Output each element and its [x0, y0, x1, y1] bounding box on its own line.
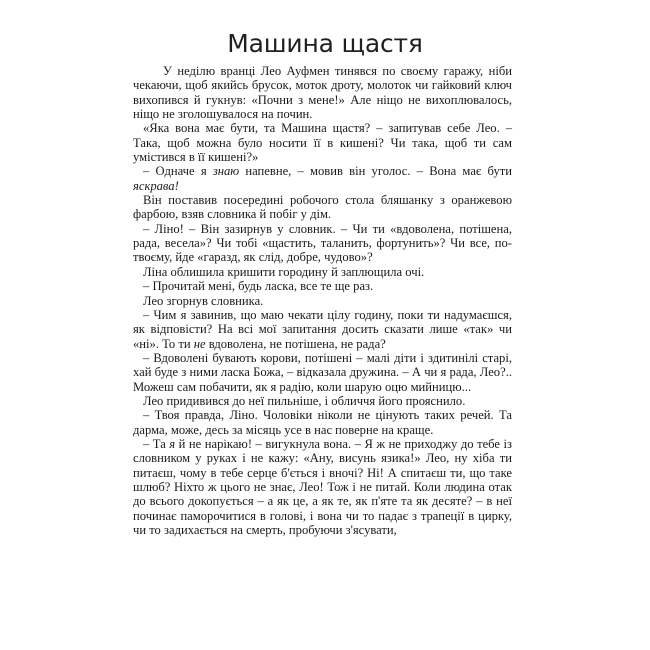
text-run: – Одначе я — [143, 164, 213, 179]
text-run: вдоволена, не потішена, не рада? — [205, 336, 386, 351]
text-run: – Вдоволені бувають корови, потішені – малі діти і здитинілі старі, хай буде з ними ласка Божа, – відказала дружина. – А чи я рада, Лео?.. Можеш сам побачити, як я радію, коли шарую оцю мийницю... — [133, 350, 512, 394]
text-run: Лео придивився до неї пильніше, і обличчя його прояснило. — [143, 393, 466, 408]
text-run: напевне, – мовив він уголос. – Вона має бути — [239, 164, 512, 179]
emphasis-text: я — [169, 436, 176, 451]
page-title: Машина щастя — [227, 28, 423, 58]
paragraph — [133, 308, 512, 351]
paragraph — [133, 394, 512, 408]
paragraph — [133, 64, 512, 121]
text-run: – Ліно! – Він зазирнув у словник. – Чи ти «вдоволена, потішена, рада, весела»? Чи тобі «щастить, таланить, фортунить»? Чи все, по-твоєму, йде «гаразд, як слід, добре, чудово»? — [133, 221, 512, 265]
text-run: й не нарікаю! – вигукнула вона. – Я ж не приходжу до тебе із словником у руках і не кажу: «Ану, висунь язика!» Лео, ну хіба ти питаєш, чому в тебе серце б'ється і вночі? Ні! А спитаєш ти, що таке шлюб? Ніхто ж цього не знає, Лео! Тож і не питай. Коли людина отак до всього докопується – а як це, а як те, як п'яте та як десяте? – в неї починає паморочитися в голові, і вона чи то падає з трапеції в цирку, чи то задихається на смерть, пробуючи з'ясувати, — [133, 436, 512, 537]
paragraph — [133, 351, 512, 394]
text-run: – Та — [143, 436, 170, 451]
paragraph — [133, 279, 512, 293]
paragraph — [133, 121, 512, 164]
text-run: У неділю вранці Лео Ауфмен тинявся по своєму гаражу, ніби чекаючи, щоб якийсь брусок, моток дроту, молоток чи гайковий ключ вихопився й гукнув: «Почни з мене!» Але ніщо не вихоплювалось, ніщо не зголошувалося на почин. — [133, 64, 512, 122]
emphasis-text: не — [193, 336, 206, 351]
text-run: – Прочитай мені, будь ласка, все те ще раз. — [143, 279, 374, 294]
paragraph — [133, 164, 512, 193]
text-run: – Твоя правда, Ліно. Чоловіки ніколи не цінують таких речей. Та дарма, може, десь за місяць усе в нас поверне на краще. — [133, 408, 512, 437]
text-run: Лео згорнув словника. — [143, 293, 264, 308]
text-run: Він поставив посередині робочого стола бляшанку з оранжевою фарбою, взяв словника й побіг у дім. — [133, 193, 512, 222]
paragraph — [133, 437, 512, 537]
text-run: Ліна облишила кришити городину й заплющила очі. — [143, 264, 425, 279]
text-run: «Яка вона має бути, та Машина щастя? – запитував себе Лео. – Така, щоб можна було носити її в кишені? Чи така, щоб ти сам умістився в її кишені?» — [133, 121, 512, 165]
paragraph — [133, 294, 512, 308]
text-run: – Чим я завинив, що маю чекати цілу годину, поки ти надумаєшся, як відповісти? На всі мої запитання досить сказати лише «так» чи «ні». То ти — [133, 307, 512, 351]
paragraph — [133, 193, 512, 222]
emphasis-text: яскрава! — [133, 178, 179, 193]
paragraph — [133, 265, 512, 279]
paragraph — [133, 408, 512, 437]
body-text — [133, 64, 512, 537]
emphasis-text: знаю — [212, 164, 240, 179]
paragraph — [133, 222, 512, 265]
